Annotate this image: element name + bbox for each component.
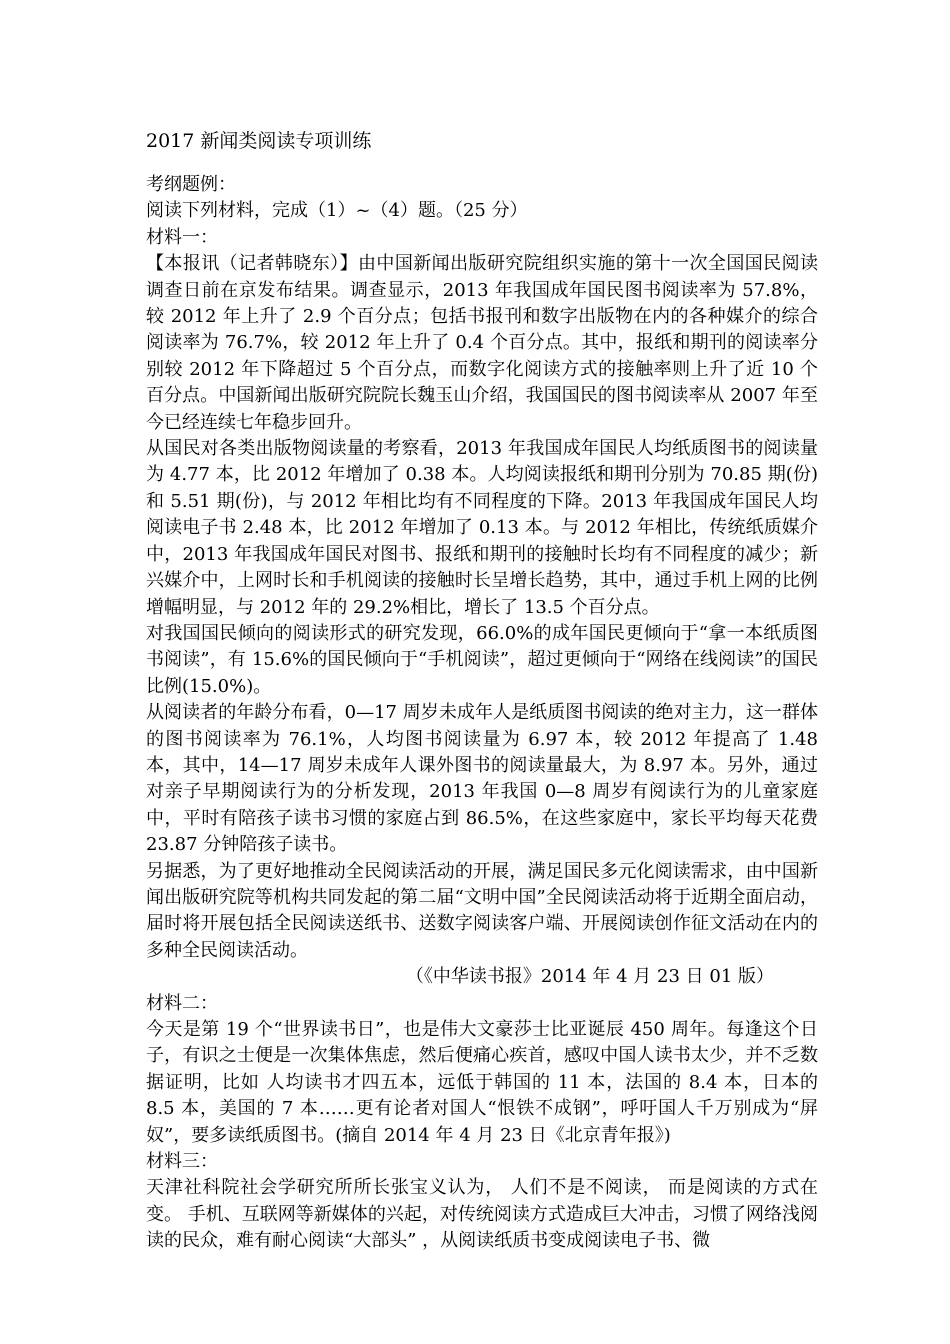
material1-paragraph-5: 另据悉，为了更好地推动全民阅读活动的开展，满足国民多元化阅读需求，由中国新闻出版研究院等机构共同发起的第二届“文明中国”全民阅读活动将于近期全面启动，届时将开展包括全民阅读送纸书、送数字阅读客户端、开展阅读创作征文活动在内的多种全民阅读活动。 [146, 860, 818, 961]
document-body [146, 172, 818, 1255]
exam-label: 考纲题例： [146, 174, 236, 195]
material1-heading: 材料一： [146, 226, 218, 248]
material1-paragraph-3: 对我国国民倾向的阅读形式的研究发现，66.0%的成年国民更倾向于“拿一本纸质图书阅读”，有 15.6%的国民倾向于“手机阅读”，超过更倾向于“网络在线阅读”的国民比例(15.0%)。 [146, 622, 818, 697]
material3-paragraph: 天津社科院社会学研究所所长张宝义认为， 人们不是不阅读， 而是阅读的方式在变。 手机、互联网等新媒体的兴起，对传统阅读方式造成巨大冲击，习惯了网络浅阅读的民众，难有耐心阅读“大部头” ，从阅读纸质书变成阅读电子书、微 [146, 1177, 818, 1252]
document-title: 2017 新闻类阅读专项训练 [146, 130, 372, 152]
material1-source: （《中华读书报》2014 年 4 月 23 日 01 版） [405, 966, 774, 988]
material2-heading: 材料二： [146, 992, 218, 1014]
material1-paragraph-4: 从阅读者的年龄分布看，0—17 周岁未成年人是纸质图书阅读的绝对主力，这一群体的图书阅读率为 76.1%，人均图书阅读量为 6.97 本，较 2012 年提高了 1.48 本，其中，14—17 周岁未成年人课外图书的阅读量最大，为 8.97 本。另外，通过对亲子早期阅读行为的分析发现，2013 年我国 0—8 周岁有阅读行为的儿童家庭中，平时有陪孩子读书习惯的家庭占到 86.5%，在这些家庭中，家长平均每天花费 23.87 分钟陪孩子读书。 [146, 702, 818, 856]
material1-paragraph-2: 从国民对各类出版物阅读量的考察看，2013 年我国成年国民人均纸质图书的阅读量为 4.77 本，比 2012 年增加了 0.38 本。人均阅读报纸和期刊分别为 70.85 期(份)和 5.51 期(份)，与 2012 年相比均有不同程度的下降。2013 年我国成年国民人均阅读电子书 2.48 本，比 2012 年增加了 0.13 本。与 2012 年相比，传统纸质媒介中，2013 年我国成年国民对图书、报纸和期刊的接触时长均有不同程度的减少；新兴媒介中，上网时长和手机阅读的接触时长呈增长趋势，其中，通过手机上网的比例增幅明显，与 2012 年的 29.2%相比，增长了 13.5 个百分点。 [146, 438, 818, 618]
material1-paragraph-1: 【本报讯（记者韩晓东）】由中国新闻出版研究院组织实施的第十一次全国国民阅读调查日前在京发布结果。调查显示，2013 年我国成年国民图书阅读率为 57.8%，较 2012 年上升了 2.9 个百分点；包括书报刊和数字出版物在内的各种媒介的综合阅读率为 76.7%，较 2012 年上升了 0.4 个百分点。其中，报纸和期刊的阅读率分别较 2012 年下降超过 5 个百分点，而数字化阅读方式的接触率则上升了近 10 个百分点。中国新闻出版研究院院长魏玉山介绍，我国国民的图书阅读率从 2007 年至今已经连续七年稳步回升。 [146, 253, 818, 433]
material3-heading: 材料三： [146, 1151, 218, 1173]
material2-paragraph: 今天是第 19 个“世界读书日”，也是伟大文豪莎士比亚诞辰 450 周年。每逢这个日子，有识之士便是一次集体焦虑，然后便痛心疾首，感叹中国人读书太少，并不乏数据证明，比如 人均读书才四五本，远低于韩国的 11 本，法国的 8.4 本，日本的 8.5 本，美国的 7 本……更有论者对国人“恨铁不成钢”，呼吁国人千万别成为“屏奴”，要多读纸质图书。(摘自 2014 年 4 月 23 日《北京青年报》) [146, 1019, 818, 1146]
instruction: 阅读下列材料，完成（1）~（4）题。（25 分） [146, 200, 528, 222]
